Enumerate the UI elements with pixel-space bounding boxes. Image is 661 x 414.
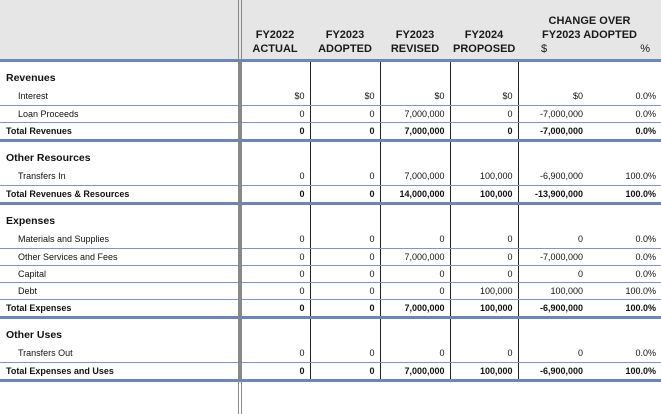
table-row-value: 0 [450,345,518,362]
total-row-label: Total Revenues [0,122,240,140]
table-row-value: $0 [518,88,588,105]
section-heading-value [588,317,661,345]
section-heading-label: Expenses [6,215,56,227]
section-heading-value [240,317,310,345]
table-row-value: 100.0% [588,282,661,299]
section-heading-value [240,203,310,231]
table-row [0,282,661,299]
section-heading-value [310,140,380,168]
table-row-value: 0 [380,231,450,248]
table-row-label: Capital [0,265,240,282]
table-row-value: 0 [240,248,310,265]
header-fy2023-adopted: FY2023 ADOPTED [310,0,380,60]
total-row-value: 0 [310,299,380,317]
header-fy2023-revised: FY2023 REVISED [380,0,450,60]
table-row-label: Materials and Supplies [0,231,240,248]
section-heading-value [518,60,588,88]
table-row-value: 100.0% [588,168,661,185]
total-row [0,299,661,317]
table-row-value: 0 [450,231,518,248]
section-heading-value [588,140,661,168]
header-fy2022-actual: FY2022 ACTUAL [240,0,310,60]
table-row-label: Interest [0,88,240,105]
section-heading-value [450,60,518,88]
total-row-label: Total Revenues & Resources [0,185,240,203]
table-row-value: 0 [240,168,310,185]
total-row-value: 0 [310,362,380,380]
table-row-value: 0 [380,345,450,362]
total-row-value: 0 [240,122,310,140]
table-row-value: $0 [240,88,310,105]
table-row-label: Debt [0,282,240,299]
header-fy2024-proposed: FY2024 PROPOSED [450,0,518,60]
total-row-value: 100,000 [450,362,518,380]
section-heading-value [310,60,380,88]
table-row-value: 0 [450,248,518,265]
section-heading-label: Revenues [6,72,56,84]
table-row [0,105,661,122]
section-heading-value [310,317,380,345]
total-row-value: -6,900,000 [518,299,588,317]
table-row-value: -7,000,000 [518,248,588,265]
table-row-value: 0.0% [588,231,661,248]
section-heading [0,203,661,231]
table-row-value: 0 [518,231,588,248]
table-row-value: 0 [518,265,588,282]
table-row [0,265,661,282]
table-row-value: $0 [310,88,380,105]
total-row-value: 100.0% [588,185,661,203]
column-divider [238,0,242,414]
table-row-value: 100,000 [518,282,588,299]
table-row-value: 7,000,000 [380,105,450,122]
table-row-label: Loan Proceeds [0,105,240,122]
table-row-value: $0 [450,88,518,105]
table-row-value: 0.0% [588,265,661,282]
total-row-label: Total Expenses [0,299,240,317]
total-row-value: 7,000,000 [380,122,450,140]
table-row [0,231,661,248]
table-row-value: 0 [310,248,380,265]
table-row-value: 0 [240,282,310,299]
section-heading-value [380,140,450,168]
table-row-value: 0 [310,282,380,299]
table-row-label: Other Services and Fees [0,248,240,265]
table-row-label: Transfers Out [0,345,240,362]
table-row-value: 0 [518,345,588,362]
section-heading-value [310,203,380,231]
section-heading-value [240,60,310,88]
table-row-value: 0 [450,105,518,122]
table-row-value: 0.0% [588,88,661,105]
total-row-value: 0 [310,122,380,140]
table-row-value: 0 [240,265,310,282]
total-row-value: 100.0% [588,299,661,317]
section-heading-value [450,140,518,168]
table-row [0,88,661,105]
table-row-value: 0 [240,105,310,122]
section-heading-value [240,140,310,168]
table-row-label: Transfers In [0,168,240,185]
table-row-value: 0.0% [588,345,661,362]
section-heading [0,60,661,88]
section-heading-value [518,203,588,231]
table-row-value: 0 [450,265,518,282]
section-heading [0,140,661,168]
total-row [0,362,661,380]
section-heading-value [380,317,450,345]
total-row-value: 0 [450,122,518,140]
total-row-value: 7,000,000 [380,362,450,380]
section-heading-value [518,140,588,168]
total-row-label: Total Expenses and Uses [0,362,240,380]
total-row-value: 0 [240,362,310,380]
section-heading-value [588,203,661,231]
table-row-value: 0 [240,345,310,362]
table-body [0,60,661,380]
header-change-dollar: $ [541,42,548,55]
section-heading-value [450,203,518,231]
table-row-value: 100,000 [450,282,518,299]
total-row-value: 0 [240,185,310,203]
table-row-value: 0 [310,345,380,362]
table-row-value: 0 [240,231,310,248]
total-row-value: 7,000,000 [380,299,450,317]
header-label-cell [0,0,240,60]
table-row-value: 7,000,000 [380,168,450,185]
table-row-value: 0.0% [588,248,661,265]
section-heading-value [450,317,518,345]
header-change-percent: % [640,42,650,55]
total-row-value: 14,000,000 [380,185,450,203]
section-heading-label: Other Resources [6,152,91,164]
total-row-value: 0.0% [588,122,661,140]
section-heading-value [380,203,450,231]
table-row-value: -7,000,000 [518,105,588,122]
section-heading-value [518,317,588,345]
table-row [0,248,661,265]
total-row-value: 100,000 [450,185,518,203]
table-row-value: 0 [310,105,380,122]
total-row [0,185,661,203]
table-row-value: -6,900,000 [518,168,588,185]
total-row [0,122,661,140]
table-row-value: 0 [310,265,380,282]
total-row-value: -6,900,000 [518,362,588,380]
total-row-value: -13,900,000 [518,185,588,203]
table-row-value: $0 [380,88,450,105]
section-heading-value [380,60,450,88]
table-row-value: 7,000,000 [380,248,450,265]
total-row-value: 100.0% [588,362,661,380]
table-row [0,168,661,185]
total-row-value: 100,000 [450,299,518,317]
section-heading [0,317,661,345]
table-row-value: 0.0% [588,105,661,122]
table-row-value: 100,000 [450,168,518,185]
header-change: CHANGE OVER FY2023 ADOPTED $ % [518,0,661,60]
section-heading-value [588,60,661,88]
total-row-value: 0 [310,185,380,203]
table-row-value: 0 [310,231,380,248]
table-row-value: 0 [310,168,380,185]
total-row-value: 0 [240,299,310,317]
table-row-value: 0 [380,282,450,299]
total-row-value: -7,000,000 [518,122,588,140]
section-heading-label: Other Uses [6,329,63,341]
table-row [0,345,661,362]
table-row-value: 0 [380,265,450,282]
header-row [0,0,661,60]
